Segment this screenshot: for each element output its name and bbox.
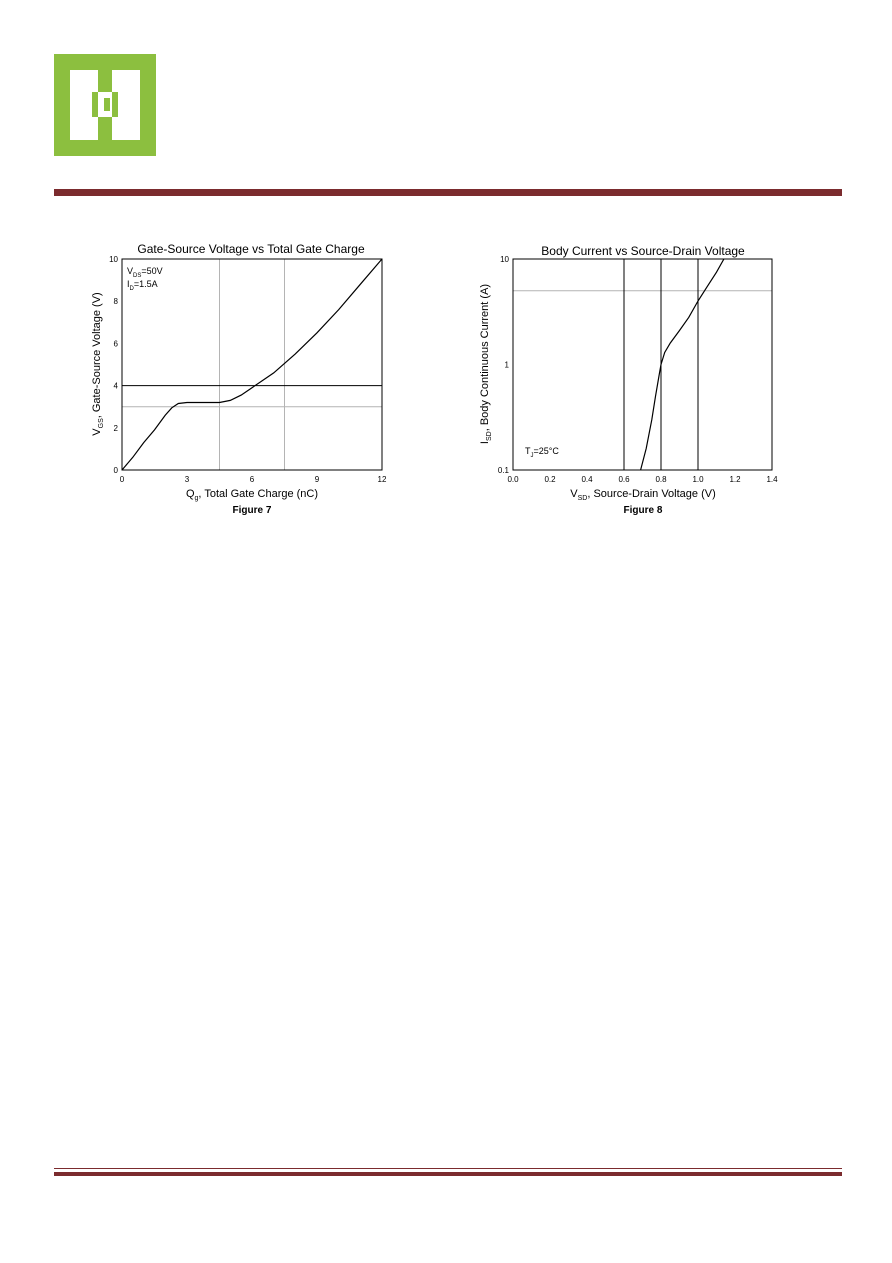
y-tick-label: 8 — [113, 297, 118, 307]
body-current-chart — [470, 236, 790, 521]
x-tick-label: 1.2 — [729, 475, 741, 484]
x-tick-label: 0.8 — [655, 475, 667, 484]
annotation-vds: $V_{DS}=50V$ — [127, 266, 163, 279]
x-tick-label: 1.0 — [692, 475, 704, 484]
y-tick-label: 2 — [113, 423, 118, 433]
y-tick-label: 10 — [500, 255, 509, 264]
x-axis-label: $Q_g$, Total Gate Charge (nC) — [185, 488, 319, 502]
chart-title: Gate-Source Voltage vs Total Gate Charge — [137, 242, 365, 256]
x-tick-label: 0.2 — [544, 475, 556, 484]
chart-title: Body Current vs Source-Drain Voltage — [541, 244, 745, 258]
x-tick-label: 1.4 — [766, 475, 778, 484]
figure-caption: Figure 8 — [623, 505, 663, 516]
y-tick-label: 1 — [504, 360, 509, 370]
gate-charge-chart — [80, 236, 400, 521]
annotation-id: $I_D=1.5A$ — [127, 279, 158, 292]
x-tick-label: 3 — [184, 475, 190, 484]
x-axis-label: $V_{SD}$, Source-Drain Voltage (V) — [570, 488, 716, 502]
plot-frame — [122, 259, 382, 470]
y-tick-label: 0.1 — [497, 466, 509, 475]
x-tick-label: 0 — [119, 475, 125, 484]
y-axis-label: $V_{GS}$, Gate-Source Voltage (V) — [91, 292, 105, 436]
y-tick-label: 6 — [113, 339, 118, 349]
x-tick-label: 9 — [314, 475, 320, 484]
y-tick-label: 0 — [113, 466, 118, 475]
x-tick-label: 0.6 — [618, 475, 630, 484]
x-tick-label: 12 — [377, 475, 387, 484]
header-rule — [54, 189, 842, 196]
annotation-tj: $T_J=25^\circ C$ — [525, 446, 559, 459]
vgs-curve — [122, 259, 382, 470]
y-tick-label: 4 — [113, 381, 118, 391]
y-tick-label: 10 — [109, 255, 118, 264]
body-current-chart-svg — [470, 236, 790, 521]
company-logo-icon — [54, 54, 156, 156]
gate-charge-chart-svg — [80, 236, 400, 521]
y-axis-label: $I_{SD}$, Body Continuous Current (A) — [479, 283, 493, 445]
x-tick-label: 6 — [249, 475, 255, 484]
footer-rule — [54, 1172, 842, 1176]
footer-rule-thin — [54, 1168, 842, 1169]
x-tick-label: 0.4 — [581, 475, 593, 484]
x-tick-label: 0.0 — [507, 475, 519, 484]
figure-caption: Figure 7 — [232, 505, 272, 516]
